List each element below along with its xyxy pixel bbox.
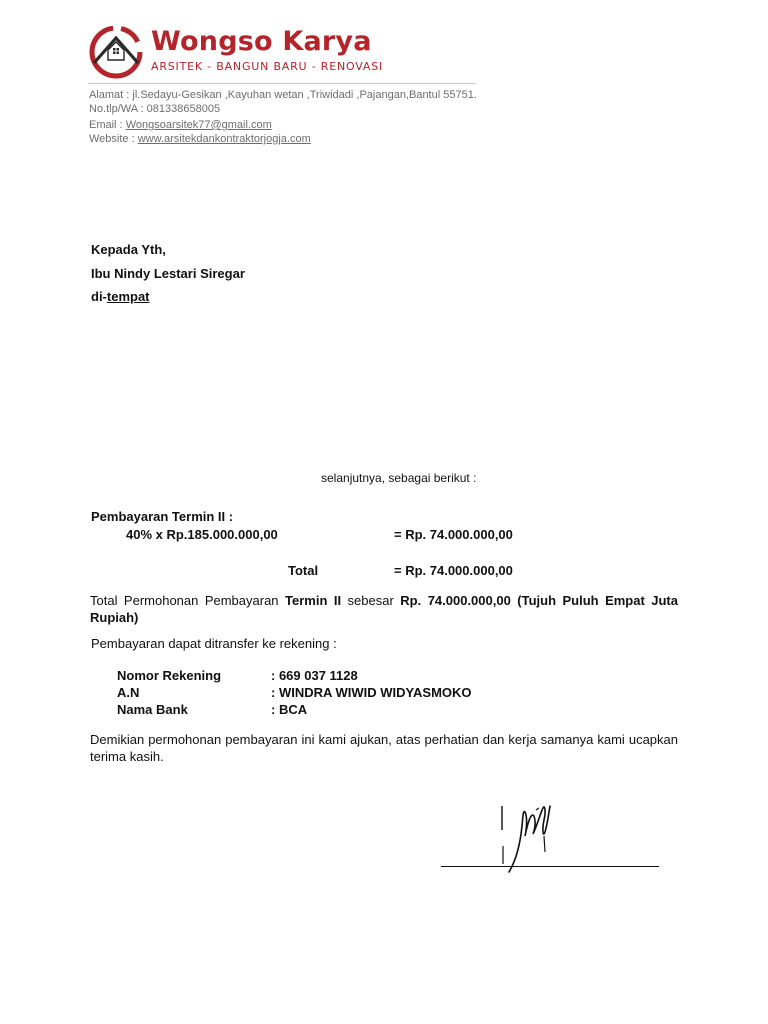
- letterhead-divider: [88, 83, 476, 84]
- closing-paragraph: Demikian permohonan pembayaran ini kami ajukan, atas perhatian dan kerja samanya kami ucapkan terima kasih.: [90, 732, 678, 764]
- salutation: Kepada Yth,: [91, 242, 166, 257]
- bank-account-number-label: Nomor Rekening: [117, 668, 222, 683]
- brand-name: Wongso Karya: [151, 26, 372, 57]
- recipient-name: Ibu Nindy Lestari Siregar: [91, 266, 245, 281]
- company-logo-icon: [86, 22, 146, 82]
- summary-prefix: Total Permohonan Pembayaran: [90, 593, 286, 608]
- summary-amount: Rp. 74.000.000,00 (Tujuh Puluh Empat Juta Rupiah): [90, 593, 678, 625]
- payment-summary: [90, 592, 678, 626]
- signature-line: [441, 866, 659, 867]
- summary-middle: sebesar: [341, 593, 401, 608]
- bank-account-name-label: A.N: [117, 685, 140, 700]
- company-email: [89, 118, 272, 132]
- email-label: Email :: [89, 119, 126, 131]
- brand-tagline: ARSITEK - BANGUN BARU - RENOVASI: [151, 60, 384, 73]
- company-address: Alamat : jl.Sedayu-Gesikan ,Kayuhan wetan ,Triwidadi ,Pajangan,Bantul 55751.: [89, 89, 477, 101]
- summary-termin: Termin II: [285, 593, 342, 608]
- bank-account-name-value: : WINDRA WIWID WIDYASMOKO: [271, 685, 472, 700]
- intro-fragment: selanjutnya, sebagai berikut :: [321, 471, 477, 485]
- payment-heading: Pembayaran Termin II :: [91, 509, 234, 524]
- transfer-intro: Pembayaran dapat ditransfer ke rekening :: [91, 636, 337, 651]
- recipient-place-prefix: di-: [91, 289, 107, 304]
- bank-account-number-value: : 669 037 1128: [271, 668, 358, 683]
- payment-line-item: 40% x Rp.185.000.000,00: [126, 527, 278, 542]
- recipient-place: [91, 288, 150, 305]
- handwritten-signature-icon: [495, 798, 565, 876]
- email-link[interactable]: Wongsoarsitek77@gmail.com: [125, 119, 272, 131]
- website-label: Website :: [89, 133, 138, 145]
- payment-total-label: Total: [288, 563, 319, 578]
- recipient-place-word: tempat: [106, 289, 150, 304]
- website-link[interactable]: www.arsitekdankontraktorjogja.com: [137, 133, 311, 145]
- payment-total-value: = Rp. 74.000.000,00: [394, 563, 513, 578]
- company-website: [89, 132, 311, 146]
- company-phone: No.tlp/WA : 081338658005: [89, 103, 221, 115]
- payment-line-value: = Rp. 74.000.000,00: [394, 527, 513, 542]
- bank-name-label: Nama Bank: [117, 702, 188, 717]
- bank-name-value: : BCA: [271, 702, 308, 717]
